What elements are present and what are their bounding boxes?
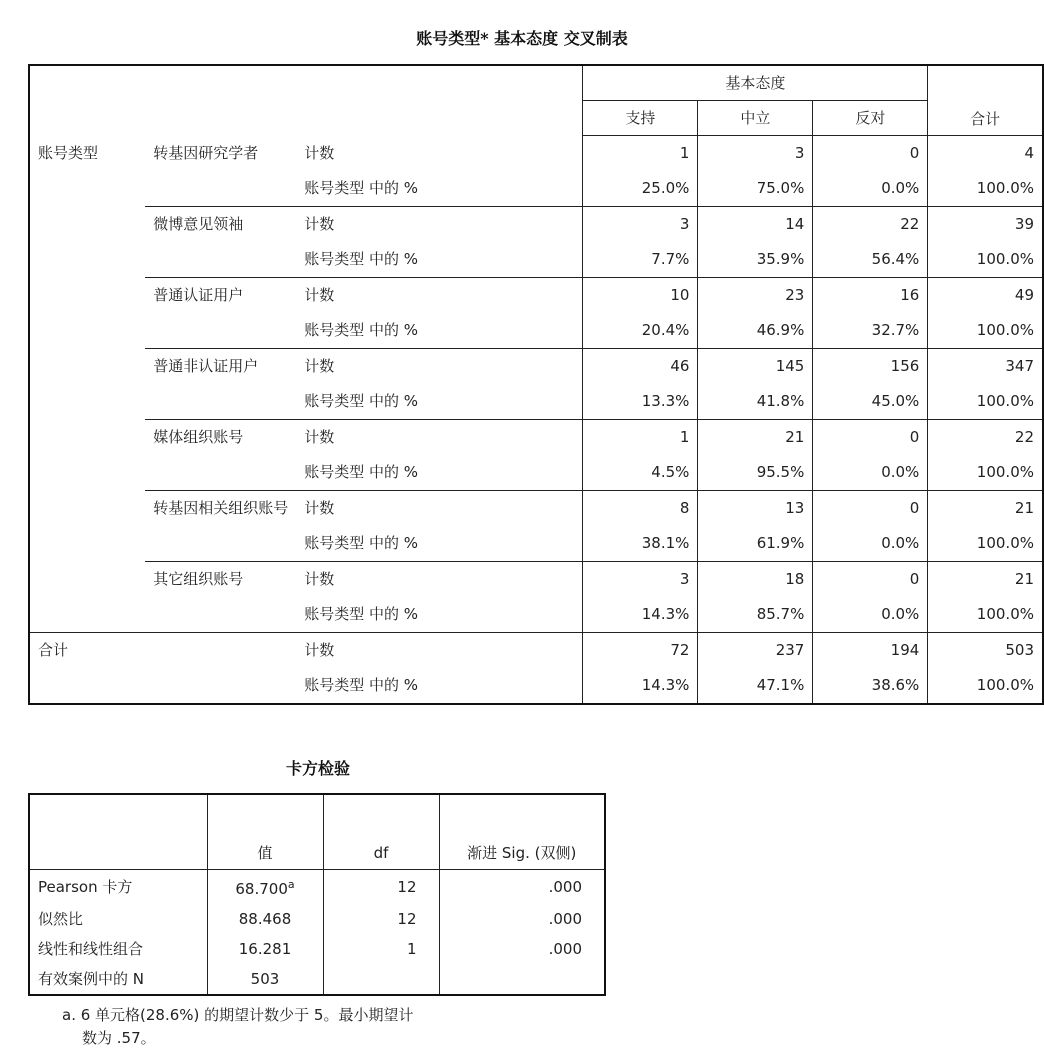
cell-value: 72 xyxy=(583,633,698,669)
row-group-label: 账号类型 xyxy=(38,143,99,162)
stat-label: 账号类型 中的 % xyxy=(296,171,583,207)
cell-value: 13.3% xyxy=(583,384,698,420)
cell-value: 21 xyxy=(698,420,813,456)
cell-value: 0.0% xyxy=(813,455,928,491)
chisq-sig xyxy=(439,964,605,995)
chisq-value-text: 16.281 xyxy=(238,940,292,958)
crosstab-header-row-1 xyxy=(29,65,1043,101)
cell-value: 100.0% xyxy=(928,455,1043,491)
row-label: 转基因相关组织账号 xyxy=(145,491,296,562)
chisq-row xyxy=(29,870,605,905)
cell-value: 0 xyxy=(813,420,928,456)
cell-value: 46 xyxy=(583,349,698,385)
col-header: 支持 xyxy=(583,101,698,136)
cell-value: 39 xyxy=(928,207,1043,243)
row-label: 转基因研究学者 xyxy=(153,143,259,162)
cell-value: 49 xyxy=(928,278,1043,314)
cell-value: 503 xyxy=(928,633,1043,669)
cell-value: 47.1% xyxy=(698,668,813,704)
chisq-row xyxy=(29,904,605,934)
cell-value: 35.9% xyxy=(698,242,813,278)
cell-value: 38.6% xyxy=(813,668,928,704)
cell-value: 156 xyxy=(813,349,928,385)
chisq-corner xyxy=(29,794,207,870)
cell-value: 194 xyxy=(813,633,928,669)
chisq-sig: .000 xyxy=(439,870,605,905)
stat-label: 账号类型 中的 % xyxy=(296,668,583,704)
stat-label: 计数 xyxy=(296,136,583,172)
chisq-header-sig: 渐进 Sig. (双侧) xyxy=(439,794,605,870)
crosstab-row xyxy=(29,491,1043,527)
row-label: 普通认证用户 xyxy=(145,278,296,349)
stat-label: 计数 xyxy=(296,491,583,527)
stat-label: 账号类型 中的 % xyxy=(296,455,583,491)
cell-value: 21 xyxy=(928,491,1043,527)
cell-value: 0.0% xyxy=(813,526,928,562)
cell-value: 0.0% xyxy=(813,171,928,207)
cell-value: 41.8% xyxy=(698,384,813,420)
cell-value: 3 xyxy=(583,207,698,243)
cell-value: 16 xyxy=(813,278,928,314)
row-label: 普通非认证用户 xyxy=(145,349,296,420)
row-label: 媒体组织账号 xyxy=(145,420,296,491)
cell-value: 14 xyxy=(698,207,813,243)
chisq-row-label: 似然比 xyxy=(38,910,84,928)
stat-label: 计数 xyxy=(296,420,583,456)
cell-value: 4.5% xyxy=(583,455,698,491)
cell-value: 1 xyxy=(583,136,698,172)
chisq-row-label: 线性和线性组合 xyxy=(38,940,144,958)
cell-value: 0 xyxy=(813,562,928,598)
crosstab-corner xyxy=(29,65,583,136)
cell-value: 32.7% xyxy=(813,313,928,349)
stat-label: 计数 xyxy=(296,349,583,385)
col-group-label: 基本态度 xyxy=(583,65,928,101)
cell-value: 0 xyxy=(813,136,928,172)
cell-value: 100.0% xyxy=(928,313,1043,349)
cell-value: 14.3% xyxy=(583,668,698,704)
crosstab-title: 账号类型* 基本态度 交叉制表 xyxy=(416,29,628,48)
col-header: 中立 xyxy=(698,101,813,136)
chisq-header-value: 值 xyxy=(207,794,323,870)
cell-value: 56.4% xyxy=(813,242,928,278)
chisq-value-text: 503 xyxy=(250,970,280,988)
cell-value: 22 xyxy=(928,420,1043,456)
chisq-header-row xyxy=(29,794,605,870)
chisq-row-label: 有效案例中的 N xyxy=(38,970,144,988)
cell-value: 8 xyxy=(583,491,698,527)
crosstab-row xyxy=(29,278,1043,314)
row-label: 微博意见领袖 xyxy=(145,207,296,278)
crosstab-row xyxy=(29,207,1043,243)
row-label: 其它组织账号 xyxy=(145,562,296,633)
col-header: 反对 xyxy=(813,101,928,136)
cell-value: 21 xyxy=(928,562,1043,598)
cell-value: 85.7% xyxy=(698,597,813,633)
chisq-value xyxy=(207,964,323,995)
total-row-label: 合计 xyxy=(29,633,296,705)
chisq-row xyxy=(29,934,605,964)
cell-value: 3 xyxy=(698,136,813,172)
cell-value: 100.0% xyxy=(928,171,1043,207)
cell-value: 3 xyxy=(583,562,698,598)
chisq-title: 卡方检验 xyxy=(285,759,350,778)
stat-label: 计数 xyxy=(296,633,583,669)
stat-label: 账号类型 中的 % xyxy=(296,313,583,349)
cell-value: 100.0% xyxy=(928,384,1043,420)
cell-value: 237 xyxy=(698,633,813,669)
chisq-table xyxy=(28,793,606,996)
total-col-header: 合计 xyxy=(928,65,1043,136)
cell-value: 46.9% xyxy=(698,313,813,349)
chisq-df xyxy=(323,964,439,995)
cell-value: 7.7% xyxy=(583,242,698,278)
cell-value: 45.0% xyxy=(813,384,928,420)
cell-value: 75.0% xyxy=(698,171,813,207)
cell-value: 10 xyxy=(583,278,698,314)
cell-value: 1 xyxy=(583,420,698,456)
footnote-line-1: a. 6 单元格(28.6%) 的期望计数少于 5。最小期望计 xyxy=(62,1006,414,1024)
crosstab-table xyxy=(28,64,1044,705)
chisq-row xyxy=(29,964,605,995)
chisq-sig: .000 xyxy=(439,904,605,934)
footnote-line-2: 数为 .57。 xyxy=(82,1029,156,1047)
cell-value: 22 xyxy=(813,207,928,243)
stat-label: 计数 xyxy=(296,562,583,598)
cell-value: 0 xyxy=(813,491,928,527)
cell-value: 4 xyxy=(928,136,1043,172)
chisq-header-df: df xyxy=(323,794,439,870)
stat-label: 账号类型 中的 % xyxy=(296,526,583,562)
cell-value: 145 xyxy=(698,349,813,385)
cell-value: 25.0% xyxy=(583,171,698,207)
cell-value: 95.5% xyxy=(698,455,813,491)
cell-value: 20.4% xyxy=(583,313,698,349)
stat-label: 计数 xyxy=(296,207,583,243)
chisq-value-text: 68.700 xyxy=(235,880,288,898)
cell-value: 18 xyxy=(698,562,813,598)
chisq-footnote xyxy=(62,1004,582,1050)
crosstab-row xyxy=(29,349,1043,385)
cell-value: 100.0% xyxy=(928,242,1043,278)
cell-value: 100.0% xyxy=(928,526,1043,562)
chisq-df: 12 xyxy=(323,870,439,905)
crosstab-total-row xyxy=(29,633,1043,669)
stat-label: 账号类型 中的 % xyxy=(296,384,583,420)
chisq-row-label: Pearson 卡方 xyxy=(29,870,207,905)
crosstab-row xyxy=(29,562,1043,598)
cell-value: 347 xyxy=(928,349,1043,385)
stat-label: 账号类型 中的 % xyxy=(296,242,583,278)
stat-label: 计数 xyxy=(296,278,583,314)
chisq-df: 1 xyxy=(323,934,439,964)
cell-value: 100.0% xyxy=(928,668,1043,704)
crosstab-row xyxy=(29,136,1043,172)
cell-value: 14.3% xyxy=(583,597,698,633)
stat-label: 账号类型 中的 % xyxy=(296,597,583,633)
chisq-value xyxy=(207,904,323,934)
chisq-df: 12 xyxy=(323,904,439,934)
crosstab-row xyxy=(29,420,1043,456)
cell-value: 38.1% xyxy=(583,526,698,562)
cell-value: 13 xyxy=(698,491,813,527)
cell-value: 0.0% xyxy=(813,597,928,633)
cell-value: 23 xyxy=(698,278,813,314)
cell-value: 61.9% xyxy=(698,526,813,562)
footnote-marker: a xyxy=(287,878,295,891)
chisq-sig: .000 xyxy=(439,934,605,964)
cell-value: 100.0% xyxy=(928,597,1043,633)
chisq-value-text: 88.468 xyxy=(238,910,292,928)
chisq-value xyxy=(207,934,323,964)
chisq-value xyxy=(207,870,323,905)
